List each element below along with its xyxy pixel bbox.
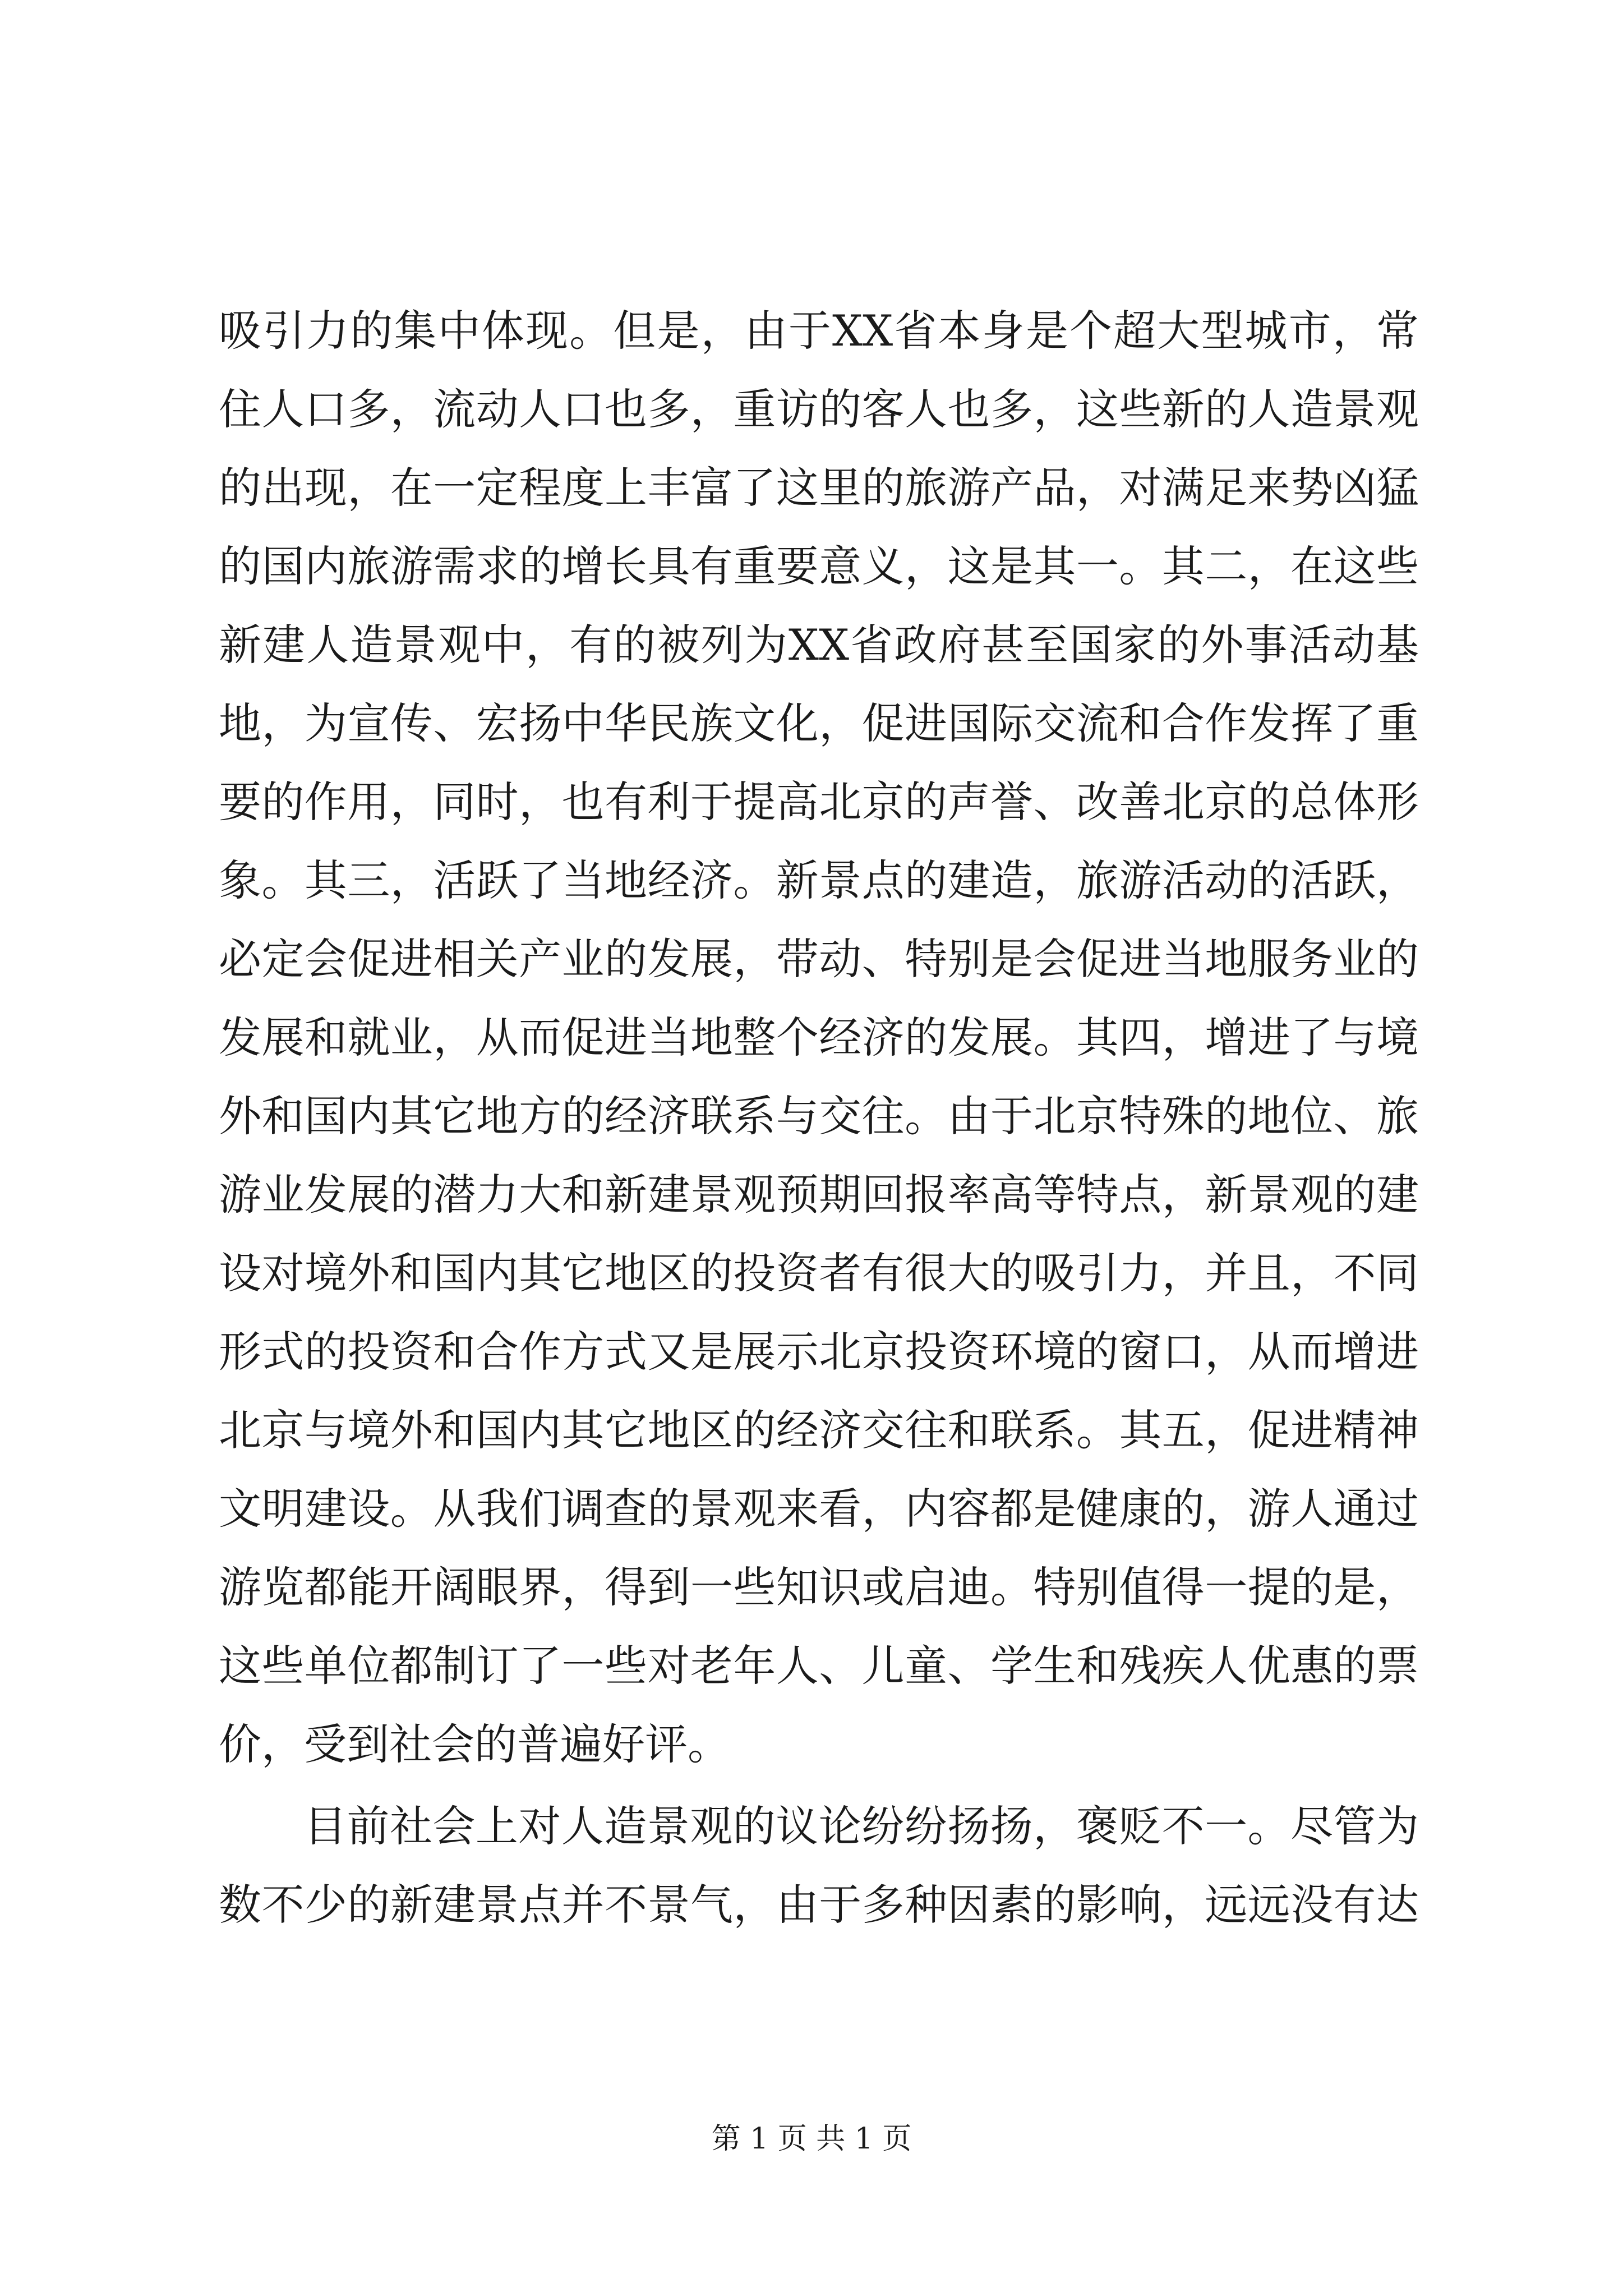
text-line: 象。其三，活跃了当地经济。新景点的建造，旅游活动的活跃， xyxy=(219,855,1419,905)
text-line: 价，受到社会的普遍好评。 xyxy=(219,1719,730,1769)
text-line: 北京与境外和国内其它地区的经济交往和联系。其五，促进精神 xyxy=(219,1405,1419,1455)
text-line: 要的作用，同时，也有利于提高北京的声誉、改善北京的总体形 xyxy=(219,777,1419,827)
paragraph-2 xyxy=(219,1787,1419,1944)
text-line: 的出现，在一定程度上丰富了这里的旅游产品，对满足来势凶猛 xyxy=(219,463,1419,513)
text-line: 目前社会上对人造景观的议论纷纷扬扬，褒贬不一。尽管为 xyxy=(304,1801,1419,1851)
paragraph-1 xyxy=(219,292,1419,1784)
text-line: 数不少的新建景点并不景气，由于多种因素的影响，远远没有达 xyxy=(219,1880,1419,1930)
text-line: 吸引力的集中体现。但是，由于XX省本身是个超大型城市，常 xyxy=(219,306,1419,356)
text-line: 文明建设。从我们调查的景观来看，内容都是健康的，游人通过 xyxy=(219,1484,1419,1534)
text-line: 游业发展的潜力大和新建景观预期回报率高等特点，新景观的建 xyxy=(219,1170,1419,1220)
text-line: 游览都能开阔眼界，得到一些知识或启迪。特别值得一提的是， xyxy=(219,1562,1419,1612)
text-line: 的国内旅游需求的增长具有重要意义，这是其一。其二，在这些 xyxy=(219,541,1419,591)
text-line: 这些单位都制订了一些对老年人、儿童、学生和残疾人优惠的票 xyxy=(219,1641,1419,1691)
text-line: 外和国内其它地方的经济联系与交往。由于北京特殊的地位、旅 xyxy=(219,1091,1419,1141)
text-line: 住人口多，流动人口也多，重访的客人也多，这些新的人造景观 xyxy=(219,384,1419,434)
text-line: 设对境外和国内其它地区的投资者有很大的吸引力，并且，不同 xyxy=(219,1248,1419,1298)
text-line: 形式的投资和合作方式又是展示北京投资环境的窗口，从而增进 xyxy=(219,1327,1419,1377)
page-number-footer: 第 1 页 共 1 页 xyxy=(711,2122,912,2156)
text-line: 地，为宣传、宏扬中华民族文化，促进国际交流和合作发挥了重 xyxy=(219,698,1419,748)
text-line: 新建人造景观中，有的被列为XX省政府甚至国家的外事活动基 xyxy=(219,620,1419,670)
text-line: 必定会促进相关产业的发展，带动、特别是会促进当地服务业的 xyxy=(219,934,1419,984)
document-body xyxy=(219,292,1419,1944)
text-line: 发展和就业，从而促进当地整个经济的发展。其四，增进了与境 xyxy=(219,1013,1419,1062)
